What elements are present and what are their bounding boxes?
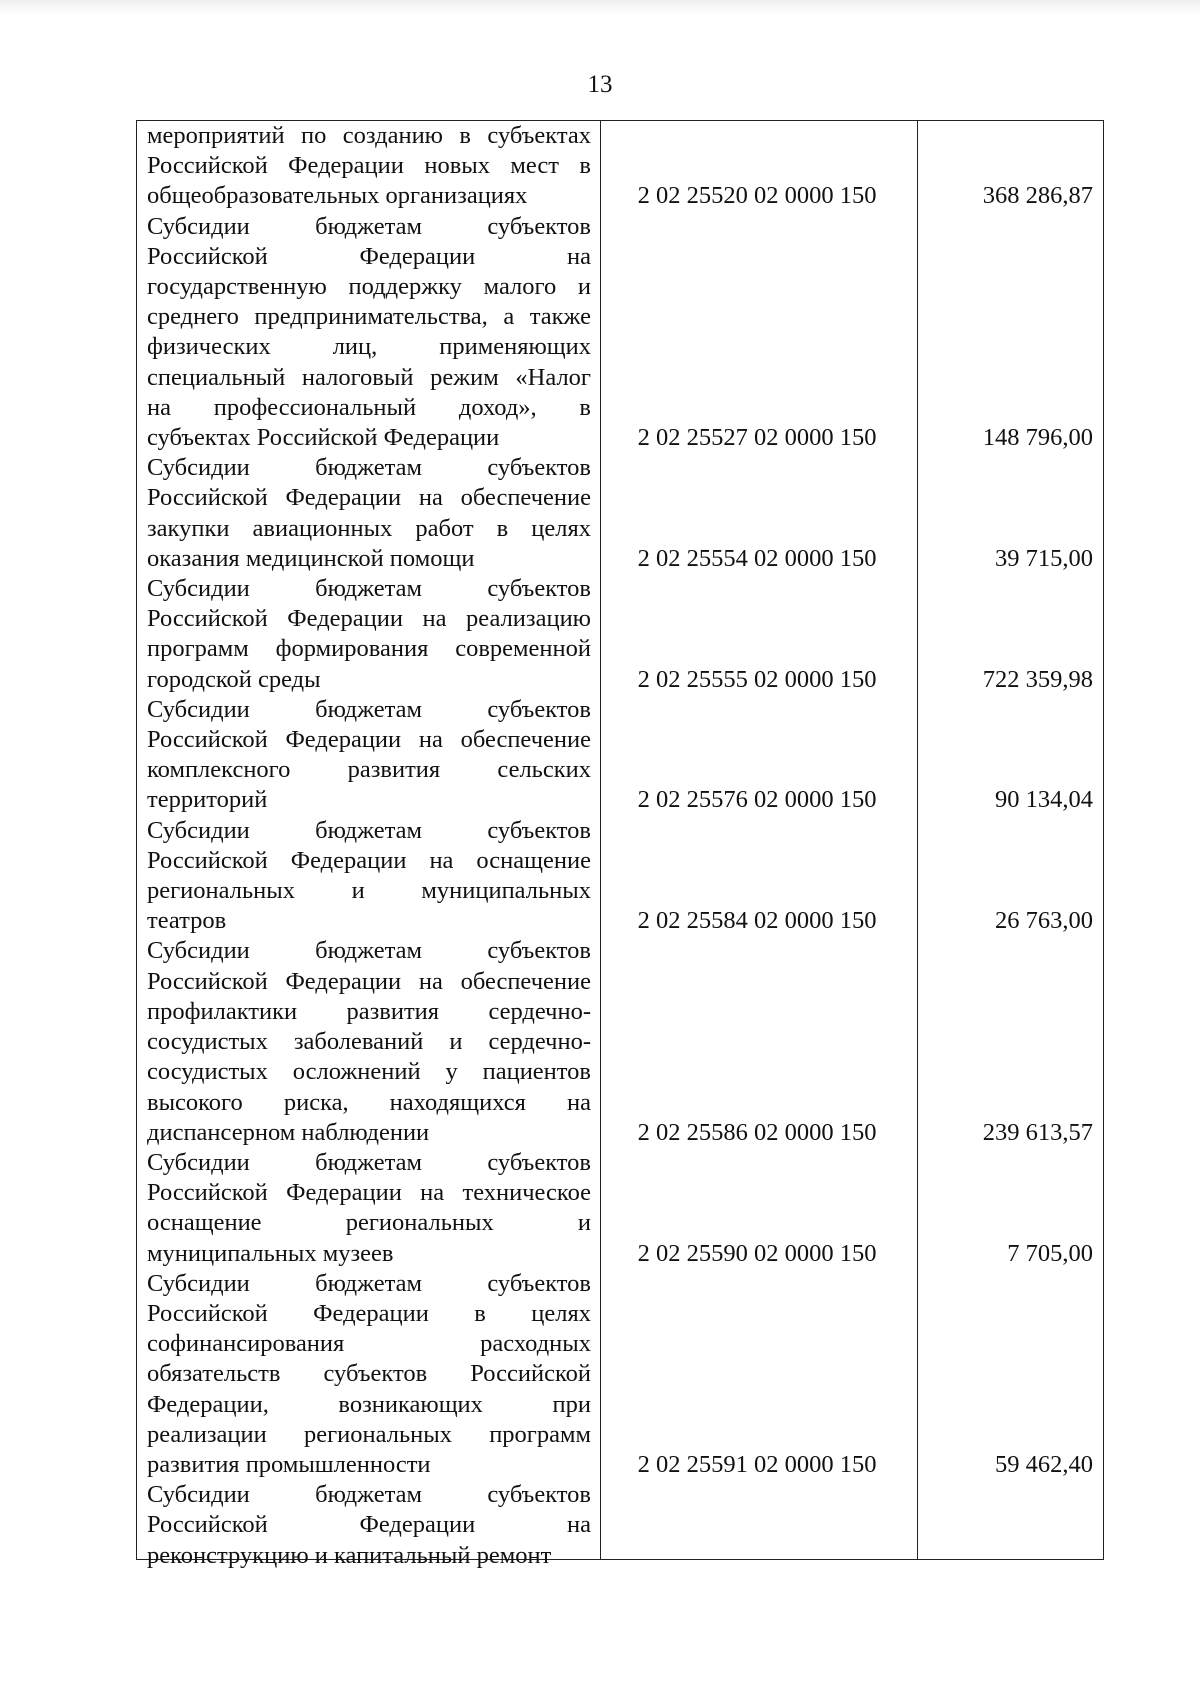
description-line: театров (147, 907, 227, 935)
budget-code: 2 02 25586 02 0000 150 (637, 1118, 877, 1146)
table-row (137, 1269, 1103, 1480)
description-line: Субсидии бюджетам субъектов (147, 575, 591, 603)
table-row (137, 212, 1103, 454)
table-row (137, 816, 1103, 937)
description-line: комплексного развития сельских (147, 756, 591, 784)
amount-value: 39 715,00 (995, 544, 1093, 572)
scan-edge (0, 0, 1200, 14)
description-line: специальный налоговый режим «Налог (147, 363, 591, 391)
row-description (137, 121, 591, 212)
description-line: Субсидии бюджетам субъектов (147, 1481, 591, 1509)
amount-value: 722 359,98 (982, 665, 1093, 693)
description-line: Субсидии бюджетам субъектов (147, 212, 591, 240)
table-row (137, 1148, 1103, 1269)
description-line: среднего предпринимательства, а также (147, 303, 591, 331)
description-line: Федерации, возникающих при (147, 1390, 591, 1418)
description-line: профилактики развития сердечно- (147, 997, 591, 1025)
budget-code: 2 02 25584 02 0000 150 (637, 907, 877, 935)
amount-value: 90 134,04 (995, 786, 1093, 814)
budget-code: 2 02 25555 02 0000 150 (637, 665, 877, 693)
description-line: Субсидии бюджетам субъектов (147, 1148, 591, 1176)
table-row (137, 936, 1103, 1147)
row-description (137, 212, 591, 454)
row-description (137, 695, 591, 816)
budget-code: 2 02 25554 02 0000 150 (637, 544, 877, 572)
description-line: Российской Федерации на обеспечение (147, 484, 591, 512)
table-body (137, 121, 1103, 1571)
amount-value: 368 286,87 (982, 182, 1093, 210)
description-line: закупки авиационных работ в целях (147, 514, 591, 542)
amount-value: 7 705,00 (1007, 1239, 1093, 1267)
description-line: региональных и муниципальных (147, 877, 591, 905)
description-line: оснащение региональных и (147, 1209, 591, 1237)
description-line: субъектах Российской Федерации (147, 424, 500, 452)
description-line: программ формирования современной (147, 635, 591, 663)
description-line: сосудистых осложнений у пациентов (147, 1058, 591, 1086)
description-line: диспансерном наблюдении (147, 1118, 430, 1146)
description-line: софинансирования расходных (147, 1330, 591, 1358)
row-description (137, 1480, 591, 1571)
description-line: Субсидии бюджетам субъектов (147, 454, 591, 482)
description-line: государственную поддержку малого и (147, 273, 591, 301)
table-row (137, 574, 1103, 695)
description-line: Российской Федерации в целях (147, 1299, 591, 1327)
description-line: Российской Федерации на реализацию (147, 605, 591, 633)
table-row (137, 1480, 1103, 1571)
description-line: Российской Федерации на (147, 242, 591, 270)
row-description (137, 574, 591, 695)
description-line: мероприятий по созданию в субъектах (147, 122, 591, 149)
description-line: Субсидии бюджетам субъектов (147, 1269, 591, 1297)
budget-code: 2 02 25590 02 0000 150 (637, 1239, 877, 1267)
description-line: Субсидии бюджетам субъектов (147, 816, 591, 844)
amount-value: 239 613,57 (982, 1118, 1093, 1146)
budget-code: 2 02 25591 02 0000 150 (637, 1450, 877, 1478)
budget-code: 2 02 25520 02 0000 150 (637, 182, 877, 210)
description-line: сосудистых заболеваний и сердечно- (147, 1028, 591, 1056)
row-description (137, 1269, 591, 1480)
description-line: Российской Федерации новых мест в (147, 152, 591, 180)
row-description (137, 1148, 591, 1269)
amount-value: 148 796,00 (982, 424, 1093, 452)
description-line: Российской Федерации на оснащение (147, 846, 591, 874)
amount-value: 59 462,40 (995, 1450, 1093, 1478)
row-description (137, 816, 591, 937)
description-line: оказания медицинской помощи (147, 544, 475, 572)
description-line: обязательств субъектов Российской (147, 1360, 591, 1388)
budget-code: 2 02 25527 02 0000 150 (637, 424, 877, 452)
table-row (137, 121, 1103, 212)
description-line: Российской Федерации на (147, 1511, 591, 1539)
row-description (137, 936, 591, 1147)
description-line: Субсидии бюджетам субъектов (147, 695, 591, 723)
description-line: муниципальных музеев (147, 1239, 394, 1267)
description-line: Субсидии бюджетам субъектов (147, 937, 591, 965)
page-number: 13 (587, 71, 613, 98)
description-line: реконструкцию и капитальный ремонт (147, 1541, 552, 1569)
description-line: Российской Федерации на техническое (147, 1179, 591, 1207)
description-line: территорий (147, 786, 268, 814)
budget-table (136, 120, 1104, 1569)
table-row (137, 453, 1103, 574)
description-line: развития промышленности (147, 1450, 431, 1478)
budget-code: 2 02 25576 02 0000 150 (637, 786, 877, 814)
row-description (137, 453, 591, 574)
description-line: городской среды (147, 665, 321, 693)
description-line: физических лиц, применяющих (147, 333, 591, 361)
amount-value: 26 763,00 (995, 907, 1093, 935)
description-line: общеобразовательных организациях (147, 182, 528, 210)
table-row (137, 695, 1103, 816)
description-line: Российской Федерации на обеспечение (147, 726, 591, 754)
description-line: высокого риска, находящихся на (147, 1088, 591, 1116)
description-line: реализации региональных программ (147, 1420, 591, 1448)
description-line: Российской Федерации на обеспечение (147, 967, 591, 995)
description-line: на профессиональный доход», в (147, 393, 591, 421)
